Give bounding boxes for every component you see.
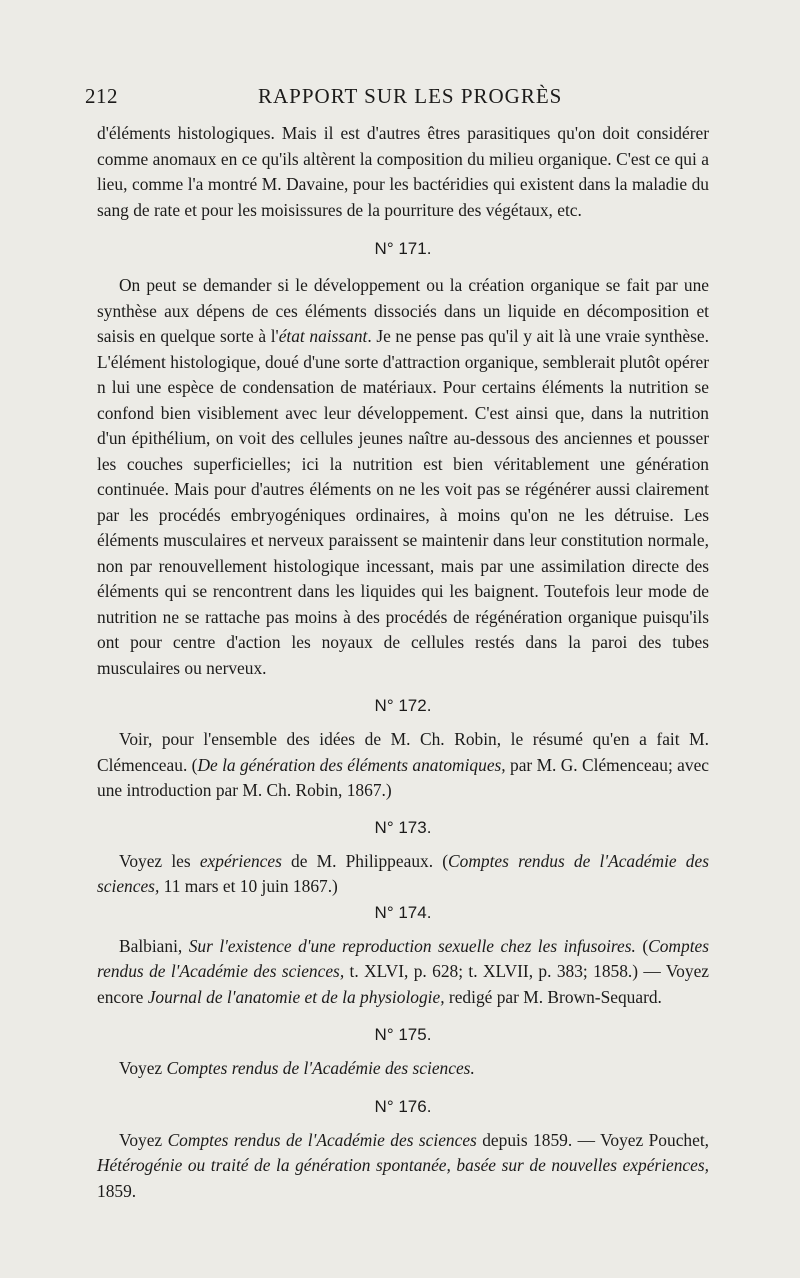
- running-title: RAPPORT SUR LES PROGRÈS: [258, 84, 563, 108]
- section-heading-176: N° 176.: [374, 1096, 432, 1116]
- paragraph-171: On peut se demander si le développement ou la création organique se fait par une synthèse aux dépens de ces éléments dissociés dans un liquide en décomposition et saisis en quelque sorte à l'état naissant. Je ne pense pas qu'il y ait là une vraie synthèse. L'élément histologique, doué d'une sorte d'attraction organique, semblerait plutôt opérer n lui une espèce de condensation de matériaux. Pour certains éléments la nutrition se confond bien visiblement avec leur développement. C'est ainsi que, dans la nutrition d'un épithélium, on voit des cellules jeunes naître au-dessous des anciennes et pousser les couches superficielles; ici la nutrition est bien véritablement une génération continuée. Mais pour d'autres éléments on ne les voit pas se régénérer aussi clairement par les procédés embryogéniques ordinaires, à moins qu'on ne les détruise. Les éléments musculaires et nerveux paraissent se maintenir dans leur constitution normale, non par renouvellement histologique incessant, mais par une assimilation directe des éléments qui se rencontrent dans les liquides qui les baignent. Toutefois leur mode de nutrition ne se rattache pas moins à des procédés de régénération organique puisqu'ils ont pour centre d'action les noyaux de cellules restés dans la paroi des tubes musculaires ou nerveux.: [97, 275, 709, 678]
- paragraph-173: Voyez les expériences de M. Philippeaux. (Comptes rendus de l'Académie des sciences, 11 mars et 10 juin 1867.): [97, 850, 709, 896]
- page-header: [0, 84, 800, 114]
- page-body: [97, 121, 709, 1204]
- page-number: 212: [85, 84, 118, 108]
- section-heading-172: N° 172.: [374, 696, 432, 715]
- section-heading-175: N° 175.: [374, 1025, 432, 1044]
- intro-paragraph: d'éléments histologiques. Mais il est d'autres êtres parasitiques qu'on doit considérer comme anomaux en ce qu'ils altèrent la composition du milieu organique. C'est ce qui a lieu, comme l'a montré M. Davaine, pour les bactéridies qui existent dans la maladie du sang de rate et pour les moisissures de la pourriture des végétaux, etc.: [97, 123, 709, 220]
- section-heading-174: N° 174.: [374, 902, 432, 922]
- section-heading-173: N° 173.: [374, 817, 432, 837]
- paragraph-175: Voyez Comptes rendus de l'Académie des sciences.: [119, 1058, 475, 1078]
- paragraph-174: Balbiani, Sur l'existence d'une reproduction sexuelle chez les infusoires. (Comptes rendus de l'Académie des sciences, t. XLVI, p. 628; t. XLVII, p. 383; 1858.) — Voyez encore Journal de l'anatomie et de la physiologie, redigé par M. Brown-Sequard.: [97, 935, 710, 1007]
- section-heading-171: N° 171.: [374, 239, 432, 258]
- paragraph-176: Voyez Comptes rendus de l'Académie des sciences depuis 1859. — Voyez Pouchet, Hétérogénie ou traité de la génération spontanée, basée sur de nouvelles expériences, 1859.: [97, 1129, 710, 1201]
- paragraph-172: Voir, pour l'ensemble des idées de M. Ch. Robin, le résumé qu'en a fait M. Clémenceau. (De la génération des éléments anatomiques, par M. G. Clémenceau; avec une introduction par M. Ch. Robin, 1867.): [97, 729, 710, 800]
